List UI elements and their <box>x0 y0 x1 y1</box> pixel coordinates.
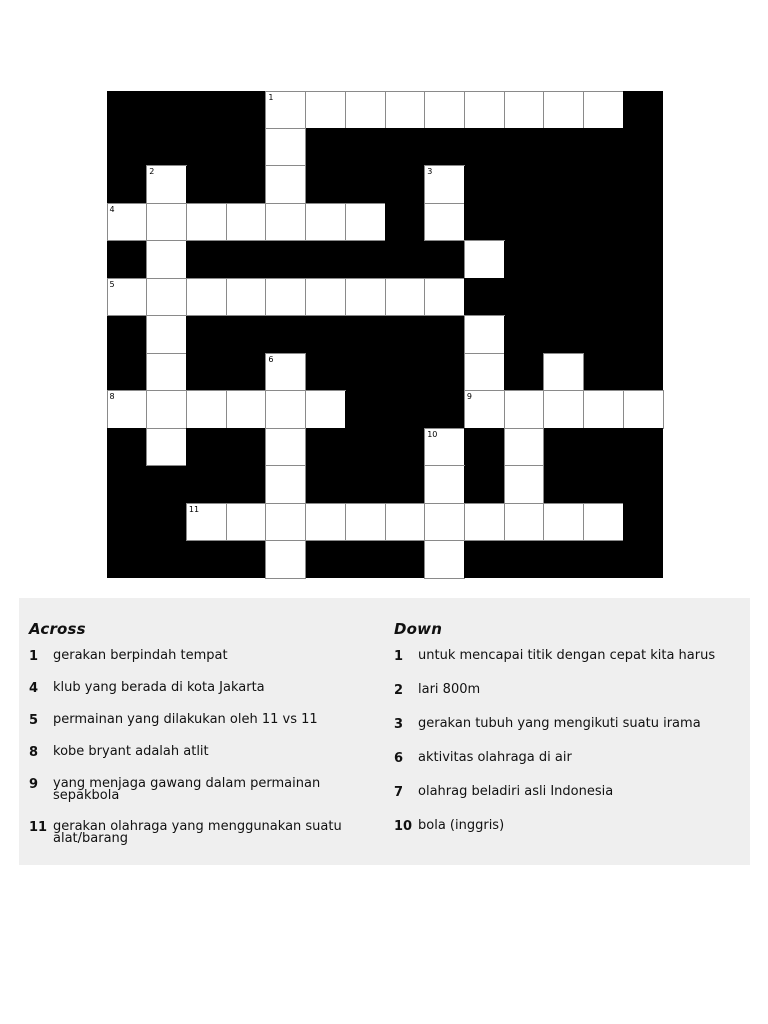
clue-number: 1 <box>268 92 274 102</box>
grid-block <box>306 241 346 278</box>
grid-block <box>107 503 147 540</box>
grid-cell[interactable] <box>623 390 664 428</box>
grid-block <box>345 353 385 390</box>
grid-block <box>306 128 346 165</box>
down-clue <box>394 752 739 765</box>
grid-cell[interactable] <box>385 91 426 129</box>
grid-cell[interactable] <box>226 390 267 428</box>
grid-block <box>147 503 187 540</box>
grid-block <box>107 428 147 465</box>
clue-number: 10 <box>394 819 413 834</box>
clue-text: olahrag beladiri asli Indonesia <box>418 784 614 799</box>
grid-cell[interactable] <box>265 428 306 466</box>
grid-cell[interactable] <box>186 278 227 316</box>
clue-number: 8 <box>109 392 115 402</box>
grid-cell[interactable] <box>146 240 187 278</box>
grid-block <box>345 428 385 465</box>
grid-block <box>623 241 663 278</box>
grid-cell[interactable] <box>424 278 465 316</box>
grid-block <box>107 316 147 353</box>
down-heading: Down <box>394 620 443 638</box>
grid-block <box>345 166 385 203</box>
clue-number: 1 <box>394 649 404 664</box>
grid-block <box>186 241 226 278</box>
grid-cell[interactable] <box>504 390 545 428</box>
grid-block <box>623 466 663 503</box>
grid-block <box>186 128 226 165</box>
grid-cell[interactable] <box>345 503 386 541</box>
grid-cell[interactable] <box>146 203 187 241</box>
clue-number: 8 <box>29 745 39 760</box>
grid-block <box>107 166 147 203</box>
clue-number: 9 <box>466 392 473 402</box>
clue-number: 3 <box>394 717 404 732</box>
grid-cell[interactable] <box>583 390 624 428</box>
grid-block <box>623 91 663 128</box>
grid-block <box>464 166 504 203</box>
grid-block <box>385 316 425 353</box>
grid-block <box>226 166 266 203</box>
clue-text: bola (inggris) <box>418 818 505 833</box>
grid-block <box>623 203 663 240</box>
grid-block <box>266 241 306 278</box>
grid-block <box>504 353 544 390</box>
grid-block <box>544 241 584 278</box>
clue-number: 6 <box>394 751 404 766</box>
clue-number: 6 <box>268 354 274 364</box>
grid-block <box>385 466 425 503</box>
clue-text: kobe bryant adalah atlit <box>53 744 209 759</box>
grid-block <box>504 241 544 278</box>
grid-block <box>544 541 584 578</box>
grid-block <box>425 128 465 165</box>
grid-cell[interactable] <box>464 390 505 428</box>
grid-block <box>544 428 584 465</box>
clue-text: yang menjaga gawang dalam permainan sepakbola <box>53 776 321 803</box>
grid-block <box>186 316 226 353</box>
grid-cell[interactable] <box>345 278 386 316</box>
grid-cell[interactable] <box>265 465 306 503</box>
grid-block <box>623 166 663 203</box>
grid-block <box>504 203 544 240</box>
grid-block <box>623 316 663 353</box>
grid-cell[interactable] <box>305 390 346 428</box>
grid-cell[interactable] <box>226 278 267 316</box>
grid-block <box>345 391 385 428</box>
grid-cell[interactable] <box>146 428 187 466</box>
grid-block <box>584 541 624 578</box>
grid-cell[interactable] <box>107 278 148 316</box>
grid-block <box>623 353 663 390</box>
grid-block <box>147 128 187 165</box>
grid-block <box>623 128 663 165</box>
grid-cell[interactable] <box>265 91 306 129</box>
grid-block <box>226 466 266 503</box>
grid-cell[interactable] <box>265 540 306 578</box>
clue-number: 2 <box>394 683 404 698</box>
grid-cell[interactable] <box>265 390 306 428</box>
clue-text: gerakan tubuh yang mengikuti suatu irama <box>418 716 701 731</box>
clue-number: 11 <box>29 820 48 835</box>
grid-block <box>623 541 663 578</box>
grid-block <box>504 166 544 203</box>
grid-cell[interactable] <box>504 428 545 466</box>
grid-block <box>623 278 663 315</box>
grid-block <box>107 91 147 128</box>
grid-block <box>226 128 266 165</box>
clue-text: untuk mencapai titik dengan cepat kita harus <box>418 648 716 663</box>
across-clue <box>29 650 374 663</box>
clue-number: 7 <box>394 785 404 800</box>
grid-block <box>345 241 385 278</box>
grid-block <box>306 166 346 203</box>
grid-block <box>147 91 187 128</box>
grid-block <box>544 316 584 353</box>
grid-cell[interactable] <box>107 390 148 428</box>
grid-cell[interactable] <box>265 203 306 241</box>
grid-cell[interactable] <box>146 165 187 203</box>
grid-cell[interactable] <box>543 390 584 428</box>
grid-cell[interactable] <box>543 353 584 391</box>
grid-block <box>306 353 346 390</box>
grid-block <box>504 278 544 315</box>
grid-block <box>584 466 624 503</box>
grid-block <box>266 316 306 353</box>
grid-cell[interactable] <box>504 91 545 129</box>
grid-block <box>226 541 266 578</box>
grid-cell[interactable] <box>146 390 187 428</box>
grid-block <box>226 353 266 390</box>
clue-number: 10 <box>427 429 438 439</box>
across-clue <box>29 778 374 802</box>
down-clues <box>394 620 739 854</box>
clue-text: klub yang berada di kota Jakarta <box>53 680 265 695</box>
clue-number: 1 <box>29 649 39 664</box>
across-clue <box>29 682 374 695</box>
grid-block <box>584 316 624 353</box>
grid-block <box>544 466 584 503</box>
grid-block <box>385 203 425 240</box>
grid-block <box>345 541 385 578</box>
across-heading: Across <box>29 620 86 638</box>
grid-block <box>623 428 663 465</box>
grid-block <box>504 316 544 353</box>
grid-cell[interactable] <box>265 503 306 541</box>
grid-cell[interactable] <box>146 278 187 316</box>
grid-block <box>385 428 425 465</box>
grid-block <box>544 278 584 315</box>
grid-block <box>306 466 346 503</box>
grid-block <box>147 466 187 503</box>
grid-block <box>147 541 187 578</box>
grid-block <box>464 428 504 465</box>
grid-cell[interactable] <box>424 465 465 503</box>
grid-block <box>306 541 346 578</box>
clue-number: 5 <box>29 713 39 728</box>
grid-cell[interactable] <box>107 203 148 241</box>
grid-block <box>425 353 465 390</box>
grid-block <box>345 316 385 353</box>
grid-block <box>306 428 346 465</box>
grid-block <box>107 128 147 165</box>
grid-cell[interactable] <box>583 503 624 541</box>
clues-panel <box>19 598 750 865</box>
grid-cell[interactable] <box>146 315 187 353</box>
grid-block <box>623 503 663 540</box>
grid-block <box>584 128 624 165</box>
grid-cell[interactable] <box>226 503 267 541</box>
grid-block <box>464 466 504 503</box>
grid-block <box>385 166 425 203</box>
grid-cell[interactable] <box>265 278 306 316</box>
grid-cell[interactable] <box>424 165 465 203</box>
grid-block <box>504 128 544 165</box>
clue-text: gerakan berpindah tempat <box>53 648 228 663</box>
clue-number: 9 <box>29 777 39 792</box>
down-clue <box>394 684 739 697</box>
grid-block <box>584 278 624 315</box>
grid-block <box>385 241 425 278</box>
across-clue <box>29 821 374 845</box>
grid-block <box>385 353 425 390</box>
grid-cell[interactable] <box>504 465 545 503</box>
clue-text: aktivitas olahraga di air <box>418 750 572 765</box>
grid-block <box>186 166 226 203</box>
grid-cell[interactable] <box>345 91 386 129</box>
grid-block <box>464 128 504 165</box>
grid-cell[interactable] <box>424 428 465 466</box>
grid-cell[interactable] <box>464 240 505 278</box>
grid-cell[interactable] <box>424 540 465 578</box>
grid-block <box>107 466 147 503</box>
grid-block <box>425 391 465 428</box>
crossword-grid <box>107 91 663 578</box>
grid-cell[interactable] <box>305 203 346 241</box>
grid-block <box>584 166 624 203</box>
grid-cell[interactable] <box>305 91 346 129</box>
grid-block <box>107 353 147 390</box>
grid-cell[interactable] <box>464 91 505 129</box>
across-clue <box>29 746 374 759</box>
grid-cell[interactable] <box>305 503 346 541</box>
grid-block <box>504 541 544 578</box>
grid-cell[interactable] <box>385 503 426 541</box>
grid-block <box>385 391 425 428</box>
grid-cell[interactable] <box>186 390 227 428</box>
grid-block <box>464 541 504 578</box>
grid-cell[interactable] <box>186 203 227 241</box>
grid-cell[interactable] <box>543 503 584 541</box>
grid-cell[interactable] <box>345 203 386 241</box>
grid-block <box>186 353 226 390</box>
grid-cell[interactable] <box>385 278 426 316</box>
down-clue <box>394 786 739 799</box>
grid-block <box>425 241 465 278</box>
grid-cell[interactable] <box>146 353 187 391</box>
across-clue <box>29 714 374 727</box>
grid-block <box>345 128 385 165</box>
grid-cell[interactable] <box>464 503 505 541</box>
grid-block <box>544 166 584 203</box>
clue-number: 4 <box>29 681 39 696</box>
grid-block <box>306 316 346 353</box>
grid-block <box>186 91 226 128</box>
grid-block <box>464 203 504 240</box>
clue-number: 7 <box>506 354 512 364</box>
grid-block <box>226 316 266 353</box>
grid-cell[interactable] <box>265 353 306 391</box>
grid-block <box>584 241 624 278</box>
across-clues <box>29 620 374 864</box>
clue-number: 2 <box>149 167 155 177</box>
grid-block <box>584 428 624 465</box>
down-clue <box>394 718 739 731</box>
grid-cell[interactable] <box>424 91 465 129</box>
grid-block <box>186 541 226 578</box>
clue-text: lari 800m <box>418 682 481 697</box>
grid-cell[interactable] <box>424 503 465 541</box>
grid-cell[interactable] <box>424 203 465 241</box>
grid-cell[interactable] <box>186 503 227 541</box>
grid-cell[interactable] <box>265 165 306 203</box>
grid-block <box>425 316 465 353</box>
clue-text: gerakan olahraga yang menggunakan suatu alat/barang <box>53 819 342 846</box>
grid-block <box>584 353 624 390</box>
clue-number: 11 <box>188 504 200 514</box>
grid-cell[interactable] <box>583 91 624 129</box>
clue-number: 4 <box>109 204 115 214</box>
clue-number: 3 <box>427 167 433 177</box>
grid-block <box>186 428 226 465</box>
grid-block <box>385 541 425 578</box>
grid-block <box>584 203 624 240</box>
grid-cell[interactable] <box>226 203 267 241</box>
grid-cell[interactable] <box>464 315 505 353</box>
grid-block <box>544 203 584 240</box>
grid-block <box>226 428 266 465</box>
grid-cell[interactable] <box>305 278 346 316</box>
grid-block <box>226 241 266 278</box>
grid-cell[interactable] <box>265 128 306 166</box>
grid-cell[interactable] <box>543 91 584 129</box>
grid-block <box>385 128 425 165</box>
clue-text: permainan yang dilakukan oleh 11 vs 11 <box>53 712 318 727</box>
grid-block <box>107 541 147 578</box>
grid-block <box>107 241 147 278</box>
down-clue <box>394 820 739 833</box>
down-clue <box>394 650 739 663</box>
grid-cell[interactable] <box>464 353 505 391</box>
grid-block <box>544 128 584 165</box>
clue-number: 5 <box>109 279 115 289</box>
grid-block <box>464 278 504 315</box>
grid-cell[interactable] <box>504 503 545 541</box>
grid-block <box>345 466 385 503</box>
grid-block <box>186 466 226 503</box>
grid-block <box>226 91 266 128</box>
